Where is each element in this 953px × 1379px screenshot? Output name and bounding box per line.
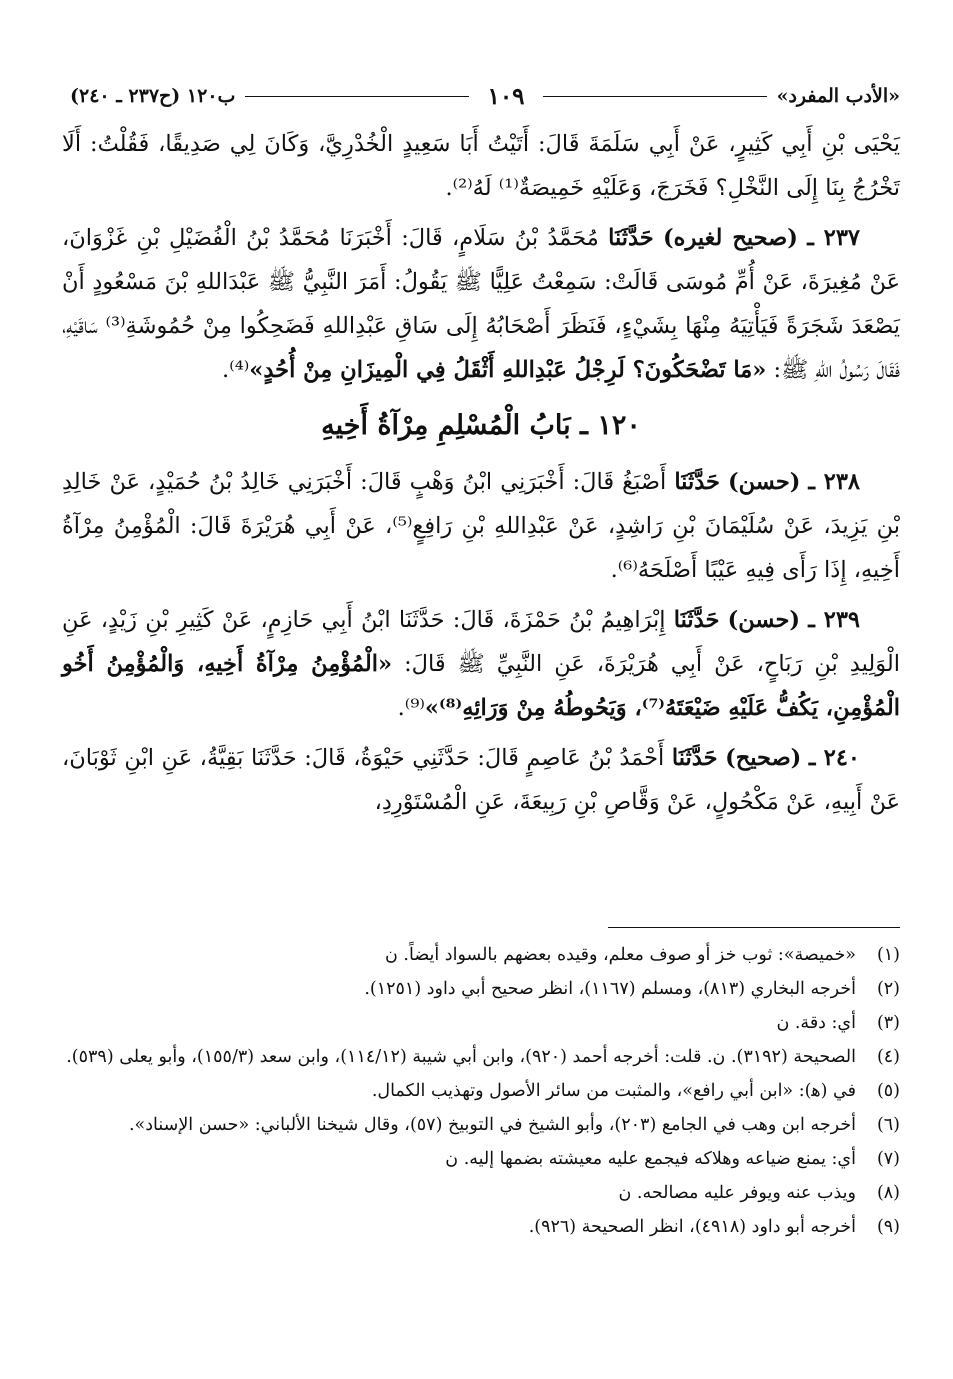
footnotes [62, 940, 900, 1246]
book-title: «الأدب المفرد» [776, 85, 900, 107]
footnote [62, 1212, 900, 1243]
hadith-text: أَصْبَغُ قَالَ: أَخْبَرَنِي ابْنُ وَهْبٍ قَالَ: أَخْبَرَنِي خَالِدُ بْنُ حُمَيْدٍ، عَنْ خَالِدِ بْنِ يَزِيدَ، عَنْ سُلَيْمَانَ بْنِ رَاشِدٍ، عَنْ عَبْدِاللهِ بْنِ رَافِعٍ⁽⁵⁾، عَنْ أَبِي هُرَيْرَةَ قَالَ: الْمُؤْمِنُ مِرْآةُ أَخِيهِ، إِذَا رَأَى فِيهِ عَيْبًا أَصْلَحَهُ⁽⁶⁾. [62, 469, 900, 583]
hadith-text: مُحَمَّدُ بْنُ سَلَامٍ، قَالَ: أَخْبَرَنَا مُحَمَّدُ بْنُ الْفُضَيْلِ بْنِ غَزْوَانَ، عَنْ مُغِيرَةَ، عَنْ أُمِّ مُوسَى قَالَتْ: سَمِعْتُ عَلِيًّا ﷺ يَقُولُ: أَمَرَ النَّبِيُّ ﷺ عَبْدَاللهِ بْنَ مَسْعُودٍ أَنْ يَصْعَدَ شَجَرَةً فَيَأْتِيَهُ مِنْهَا بِشَيْءٍ، فَنَظَرَ أَصْحَابُهُ إِلَى سَاقِ عَبْدِاللهِ فَضَحِكُوا مِنْ حُمُوشَةِ⁽³⁾ سَاقَيْهِ، فَقَالَ رَسُولُ اللهِ ﷺ: [62, 225, 900, 383]
footnote-text: أخرجه أبو داود (٤٩١٨)، انظر الصحيحة (٩٢٦). [528, 1217, 856, 1237]
footnote-text: أي: دقة. ن [776, 1013, 856, 1033]
footnote-text: في (ﻫ): «ابن أبي رافع»، والمثبت من سائر الأصول وتهذيب الكمال. [371, 1081, 856, 1101]
header-rule-right [543, 96, 767, 97]
footnote-number: (٢) [876, 979, 900, 999]
prophetic-quote: «الْمُؤْمِنُ مِرْآةُ أَخِيهِ، وَالْمُؤْمِنُ أَخُو الْمُؤْمِنِ، يَكُفُّ عَلَيْهِ ضَيْعَتَهُ⁽⁷⁾، وَيَحُوطُهُ مِنْ وَرَائِهِ⁽⁸⁾» [62, 651, 900, 721]
footnote-number: (١) [876, 945, 900, 965]
header-rule-left [245, 96, 469, 97]
hadith-grade: (صحيح) [725, 745, 802, 771]
main-text [62, 122, 900, 830]
hadith-text: أَحْمَدُ بْنُ عَاصِمٍ قَالَ: حَدَّثَنِي حَيْوَةُ، قَالَ: حَدَّثَنَا بَقِيَّةُ، عَنِ ابْنِ ثَوْبَانَ، عَنْ أَبِيهِ، عَنْ مَكْحُولٍ، عَنْ وَقَّاصِ بْنِ رَبِيعَةَ، عَنِ الْمُسْتَوْرِدِ، [62, 745, 900, 815]
page-number: ١٠٩ [487, 82, 525, 110]
haddathana-word: حَدَّثَنَا [674, 469, 720, 495]
footnote [62, 974, 900, 1005]
footnote-text: ويذب عنه ويوفر عليه مصالحه. ن [618, 1183, 856, 1203]
chapter-reference: ب١٢٠ (ح٢٣٧ ـ ٢٤٠) [70, 85, 236, 107]
footnote-number: (٤) [876, 1047, 900, 1067]
footnote [62, 1076, 900, 1107]
footnote-divider [608, 927, 900, 928]
footnote-number: (٥) [876, 1081, 900, 1101]
hadith-number: ٢٣٧ ـ [807, 225, 860, 251]
footnote-text: أي: يمنع ضياعه وهلاكه فيجمع عليه معيشته بضمها إليه. ن [445, 1149, 856, 1169]
hadith-text: إِبْرَاهِيمُ بْنُ حَمْزَةَ، قَالَ: حَدَّثَنَا ابْنُ أَبِي حَازِمٍ، عَنْ كَثِيرِ بْنِ زَيْدٍ، عَنِ الْوَلِيدِ بْنِ رَبَاحٍ، عَنْ أَبِي هُرَيْرَةَ، عَنِ النَّبِيِّ ﷺ قَالَ: [62, 607, 900, 677]
hadith-number: ٢٣٩ ـ [808, 607, 861, 633]
footnote [62, 1144, 900, 1175]
footnote-number: (٦) [876, 1115, 900, 1135]
prophetic-quote: «مَا تَضْحَكُونَ؟ لَرِجْلُ عَبْدِاللهِ أَثْقَلُ فِي الْمِيزَانِ مِنْ أُحُدٍ» [249, 357, 767, 383]
hadith-grade: (حسن) [727, 469, 801, 495]
chapter-heading: ١٢٠ ـ بَابُ الْمُسْلِمِ مِرْآةُ أَخِيهِ [321, 410, 641, 441]
continuation-text: يَحْيَى بْنِ أَبِي كَثِيرٍ، عَنْ أَبِي سَلَمَةَ قَالَ: أَتَيْتُ أَبَا سَعِيدٍ الْخُدْرِيَّ، وَكَانَ لِي صَدِيقًا، فَقُلْتُ: أَلَا تَخْرُجُ بِنَا إِلَى النَّخْلِ؟ فَخَرَجَ، وَعَلَيْهِ خَمِيصَةٌ⁽¹⁾ لَهُ⁽²⁾. [62, 131, 900, 201]
footnote-text: «خميصة»: ثوب خز أو صوف معلم، وقيده بعضهم بالسواد أيضاً. ن [385, 945, 856, 965]
footnote-number: (٣) [876, 1013, 900, 1033]
hadith-237 [62, 216, 900, 392]
hadith-grade: (صحيح لغيره) [663, 225, 798, 251]
haddathana-word: حَدَّثَنَا [608, 225, 654, 251]
footnote [62, 940, 900, 971]
continuation-paragraph [62, 122, 900, 210]
hadith-number: ٢٣٨ ـ [808, 469, 860, 495]
footnote-text: الصحيحة (٣١٩٢). ن. قلت: أخرجه أحمد (٩٢٠)، وابن أبي شيبة (١١٤/١٢)، وابن سعد (١٥٥/٣)، وأبو يعلى (٥٣٩). [66, 1047, 856, 1067]
hadith-grade: (حسن) [727, 607, 801, 633]
footnote-text: أخرجه ابن وهب في الجامع (٢٠٣)، وأبو الشيخ في التوبيخ (٥٧)، وقال شيخنا الألباني: «حسن الإسناد». [128, 1115, 856, 1135]
haddathana-word: حَدَّثَنَا [673, 607, 720, 633]
footnote [62, 1008, 900, 1039]
footnote-text: أخرجه البخاري (٨١٣)، ومسلم (١١٦٧)، انظر صحيح أبي داود (١٢٥١). [364, 979, 856, 999]
haddathana-word: حَدَّثَنَا [671, 745, 718, 771]
hadith-number: ٢٤٠ ـ [808, 745, 861, 771]
hadith-239 [62, 598, 900, 730]
footnote [62, 1042, 900, 1073]
hadith-238 [62, 460, 900, 592]
hadith-end: ⁽⁴⁾. [222, 357, 250, 383]
footnote-number: (٧) [876, 1149, 900, 1169]
hadith-end: ⁽⁹⁾. [397, 695, 425, 721]
footnote-number: (٨) [876, 1183, 900, 1203]
footnote [62, 1110, 900, 1141]
footnote [62, 1178, 900, 1209]
footnote-number: (٩) [876, 1217, 900, 1237]
hadith-240 [62, 736, 900, 824]
running-header [70, 78, 900, 114]
